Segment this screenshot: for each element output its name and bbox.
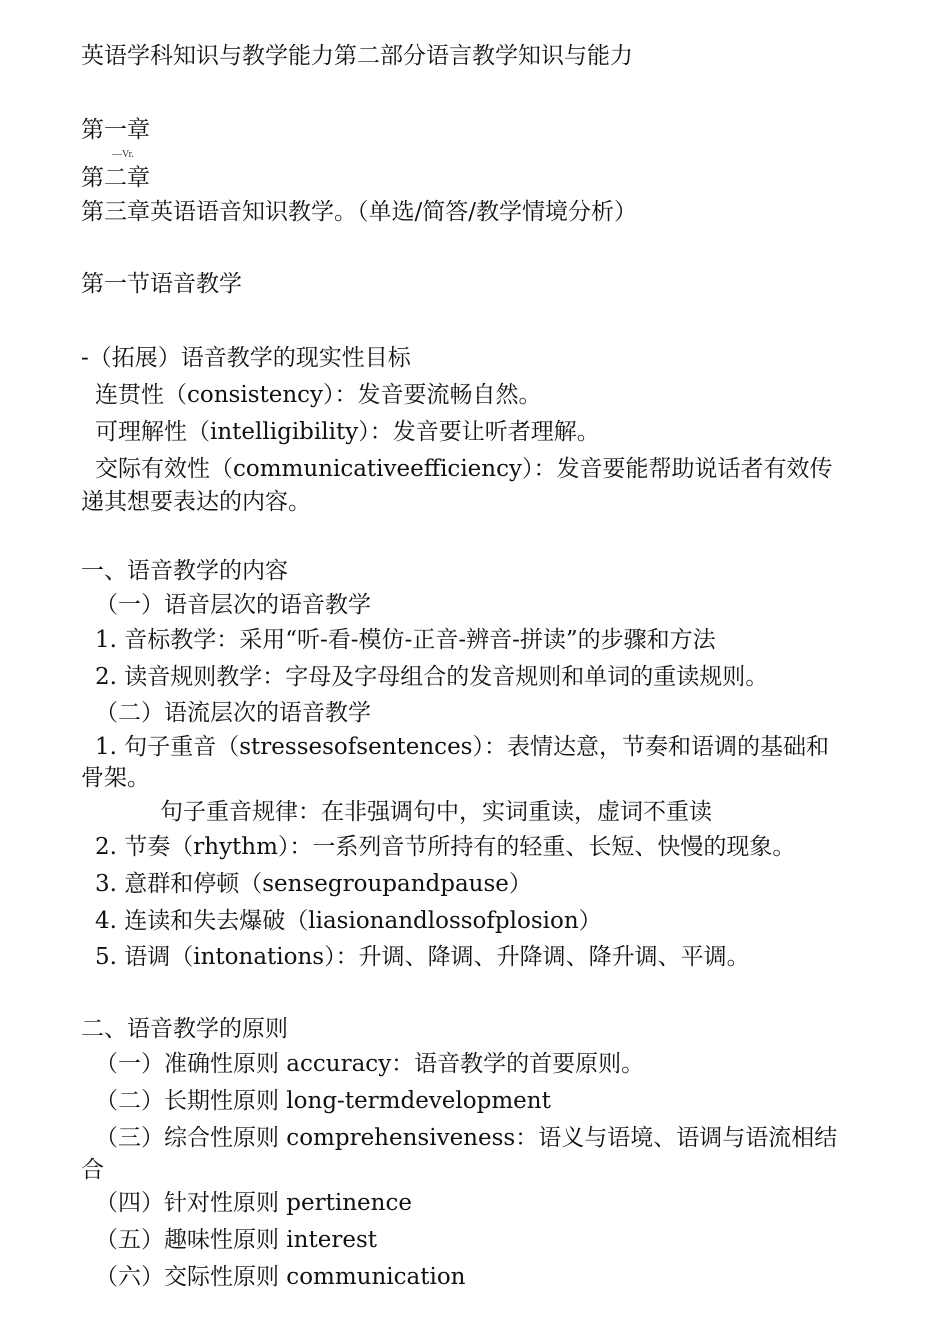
- content-item-sense-group: 3. 意群和停顿（sensegroupandpause）: [95, 871, 532, 897]
- principle-long-term: （二）长期性原则 long-termdevelopment: [95, 1088, 551, 1114]
- content-item-intonation: 5. 语调（intonations）：升调、降调、升降调、降升调、平调。: [95, 944, 750, 970]
- principle-communication: （六）交际性原则 communication: [95, 1264, 466, 1290]
- principle-comprehensive-cont: 合: [81, 1157, 104, 1183]
- content-item-liaison: 4. 连读和失去爆破（liasionandlossofplosion）: [95, 908, 602, 934]
- content-item-phonetic-symbols: 1. 音标教学：采用“听-看-模仿-正音-辨音-拼读”的步骤和方法: [95, 627, 716, 653]
- content-heading: 一、语音教学的内容: [81, 558, 288, 584]
- content-item-pronunciation-rules: 2. 读音规则教学：字母及字母组合的发音规则和单词的重读规则。: [95, 664, 769, 690]
- section-one-heading: 第一节语音教学: [81, 271, 242, 297]
- content-sentence-stress-rule: 句子重音规律：在非强调句中，实词重读，虚词不重读: [160, 799, 712, 825]
- principle-pertinence: （四）针对性原则 pertinence: [95, 1190, 412, 1216]
- chapter-two-heading: 第二章: [81, 165, 150, 191]
- principle-comprehensive: （三）综合性原则 comprehensiveness：语义与语境、语调与语流相结: [95, 1125, 838, 1151]
- content-sub-flow-level: （二）语流层次的语音教学: [95, 700, 371, 726]
- principles-heading: 二、语音教学的原则: [81, 1016, 288, 1042]
- content-item-rhythm: 2. 节奏（rhythm）：一系列音节所持有的轻重、长短、快慢的现象。: [95, 834, 796, 860]
- chapter-one-heading: 第一章: [81, 117, 150, 143]
- goal-consistency: 连贯性（consistency）：发音要流畅自然。: [95, 382, 542, 408]
- small-annotation-mark: —Vr.: [112, 149, 134, 160]
- document-title: 英语学科知识与教学能力第二部分语言教学知识与能力: [81, 43, 633, 69]
- content-item-sentence-stress: 1. 句子重音（stressesofsentences）：表情达意，节奏和语调的基础和: [95, 734, 829, 760]
- principle-accuracy: （一）准确性原则 accuracy：语音教学的首要原则。: [95, 1051, 645, 1077]
- principle-interest: （五）趣味性原则 interest: [95, 1227, 377, 1253]
- content-item-sentence-stress-cont: 骨架。: [81, 765, 150, 791]
- goal-intelligibility: 可理解性（intelligibility）：发音要让听者理解。: [95, 419, 600, 445]
- goal-communicative-efficiency: 交际有效性（communicativeefficiency）：发音要能帮助说话者有效传: [95, 456, 833, 482]
- goals-heading: -（拓展）语音教学的现实性目标: [81, 345, 411, 371]
- content-sub-phoneme-level: （一）语音层次的语音教学: [95, 592, 371, 618]
- chapter-three-heading: 第三章英语语音知识教学。（单选/简答/教学情境分析）: [81, 199, 637, 225]
- goal-communicative-efficiency-cont: 递其想要表达的内容。: [81, 489, 311, 515]
